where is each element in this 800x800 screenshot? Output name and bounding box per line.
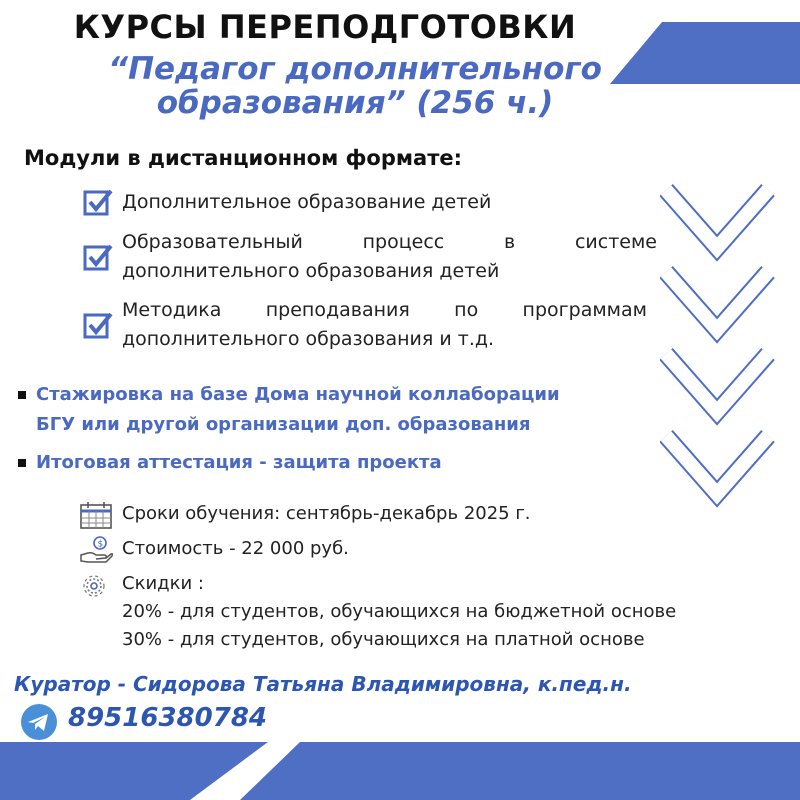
module-item-line: Методика преподавания по программам (122, 299, 647, 321)
bottom-right-stripe-shape (240, 742, 800, 800)
checkbox-icon (82, 241, 114, 273)
bullet-item (18, 380, 638, 440)
discount-line: 30% - для студентов, обучающихся на платной основе (122, 629, 645, 650)
discounts-label: Скидки : (122, 573, 204, 594)
checkbox-icon (82, 309, 114, 341)
module-item (82, 186, 657, 218)
page-title: КУРСЫ ПЕРЕПОДГОТОВКИ (73, 8, 577, 46)
calendar-icon (78, 500, 114, 530)
module-item-line: дополнительного образования и т.д. (122, 328, 495, 350)
bullet-text (36, 380, 560, 440)
cost-row (78, 535, 349, 565)
course-name-line-2: образования” (256 ч.) (156, 85, 554, 121)
module-item-line: дополнительного образования детей (122, 260, 500, 282)
bullet-line: БГУ или другой организации доп. образования (36, 414, 531, 435)
bottom-left-stripe-shape (0, 742, 268, 800)
module-item-text (122, 188, 491, 217)
module-item-line: Образовательный процесс в системе (122, 231, 657, 253)
duration-text: Сроки обучения: сентябрь-декабрь 2025 г. (122, 503, 531, 524)
chevron-column (660, 180, 780, 510)
discounts-text (122, 570, 676, 654)
bullet-text (36, 448, 442, 478)
module-item-line: Дополнительное образование детей (122, 190, 492, 213)
money-hand-icon (78, 535, 114, 565)
course-name-line-1: “Педагог дополнительного (108, 51, 602, 87)
phone-number[interactable]: 89516380784 (68, 703, 267, 733)
bullet-square (18, 459, 26, 467)
modules-heading: Модули в дистанционном формате: (24, 146, 463, 170)
module-item (82, 296, 647, 354)
discounts-row (78, 570, 676, 654)
checkbox-icon (82, 186, 114, 218)
duration-row (78, 500, 531, 530)
discount-line: 20% - для студентов, обучающихся на бюджетной основе (122, 601, 677, 622)
svg-text:$: $ (97, 539, 104, 550)
course-name (60, 52, 650, 120)
bullet-item (18, 448, 638, 478)
bullet-square (18, 391, 26, 399)
module-item (82, 228, 657, 286)
module-item-text (122, 296, 647, 354)
gear-icon (78, 570, 114, 600)
curator-text: Куратор - Сидорова Татьяна Владимировна, к.пед.н. (14, 672, 632, 696)
module-item-text (122, 228, 657, 286)
bullet-line: Итоговая аттестация - защита проекта (36, 452, 442, 473)
bullet-line: Стажировка на базе Дома научной коллаборации (36, 384, 560, 405)
cost-text: Стоимость - 22 000 руб. (122, 538, 349, 559)
telegram-icon[interactable] (20, 703, 58, 741)
